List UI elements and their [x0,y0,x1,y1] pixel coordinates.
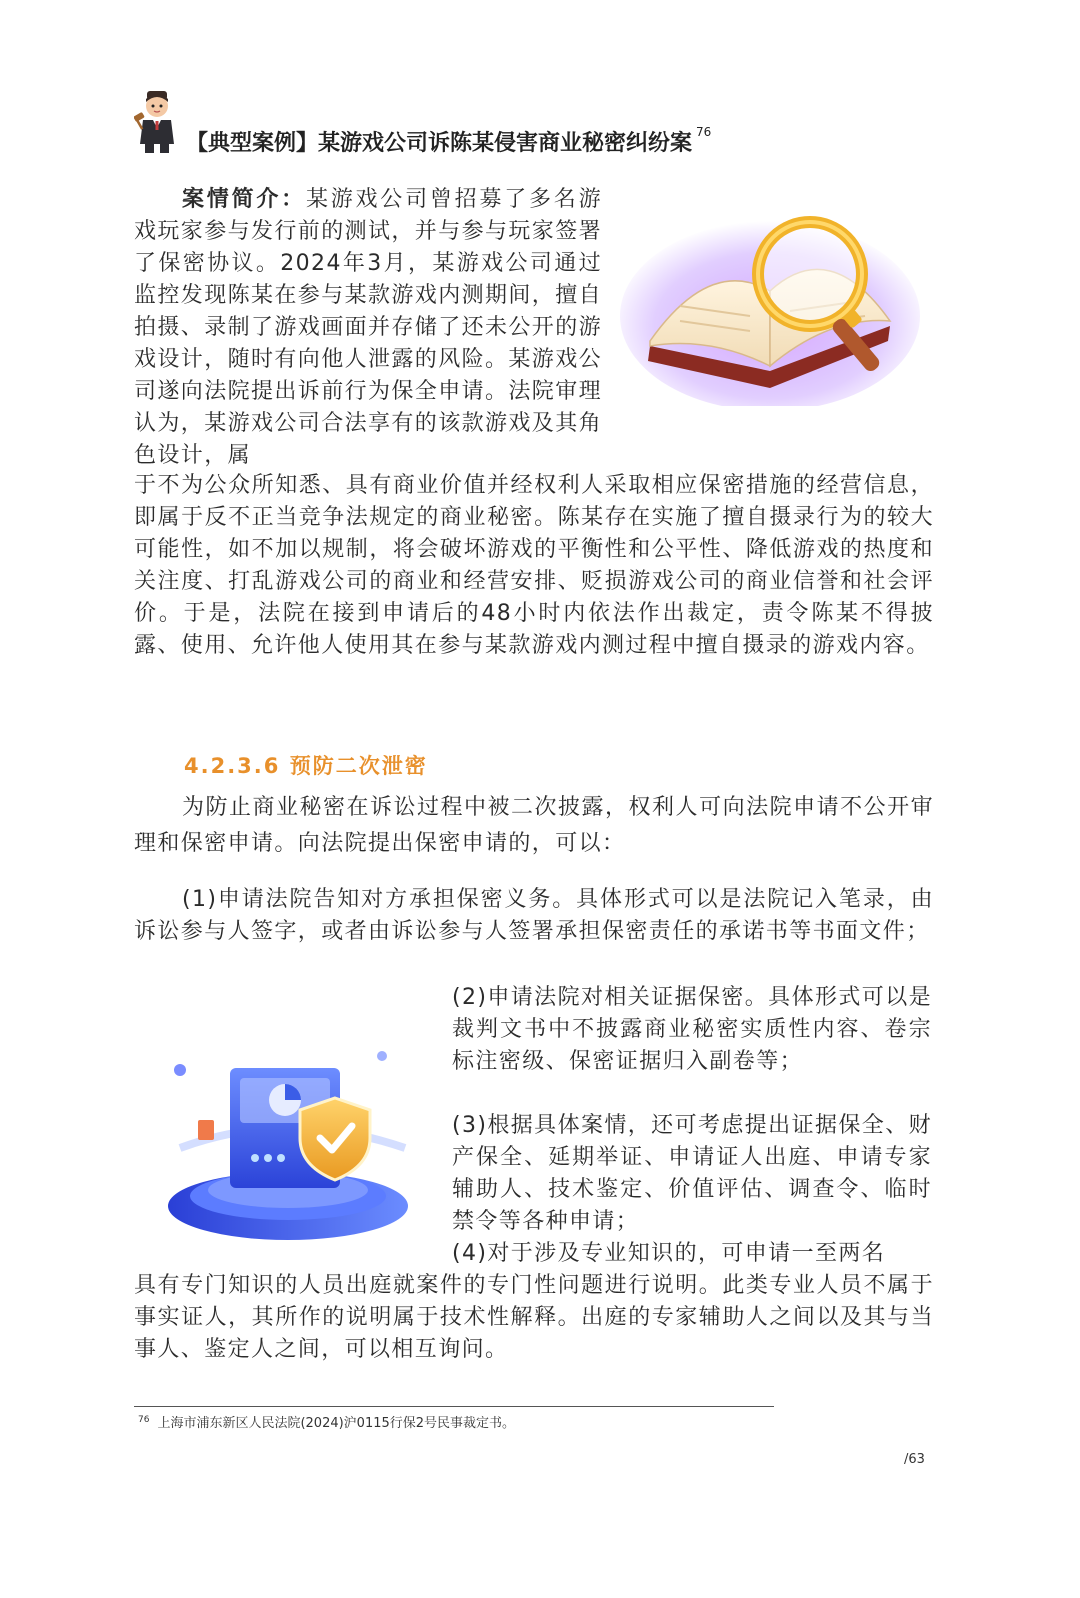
list-item-3: (3)根据具体案情，还可考虑提出证据保全、财产保全、延期举证、申请证人出庭、申请专家辅助人、技术鉴定、价值评估、调查令、临时禁令等各种申请； [452,1113,932,1234]
footnote-ref: 76 [696,124,712,139]
secure-server-illustration [160,1028,430,1248]
list-item-4-rest: 具有专门知识的人员出庭就案件的专门性问题进行说明。此类专业人员不属于事实证人，其所作的说明属于技术性解释。出庭的专家辅助人之间以及其与当事人、鉴定人之间，可以相互询问。 [134,1273,934,1362]
footnote-number: 76 [138,1414,150,1425]
page-number: /63 [904,1452,925,1467]
case-heading [186,126,966,157]
case-title-text: 【典型案例】某游戏公司诉陈某侵害商业秘密纠纷案 [186,131,693,156]
footnote [138,1412,515,1431]
list-item-1: (1)申请法院告知对方承担保密义务。具体形式可以是法院记入笔录，由诉讼参与人签字，或者由诉讼参与人签署承担保密责任的承诺书等书面文件； [134,887,934,944]
book-magnifier-illustration [620,196,920,406]
footnote-text: 上海市浦东新区人民法院(2024)沪0115行保2号民事裁定书。 [157,1416,516,1431]
list-item-2: (2)申请法院对相关证据保密。具体形式可以是裁判文书中不披露商业秘密实质性内容、卷宗标注密级、保密证据归入副卷等； [452,985,932,1074]
case-summary-part2: 于不为公众所知悉、具有商业价值并经权利人采取相应保密措施的经营信息，即属于反不正当竞争法规定的商业秘密。陈某存在实施了擅自摄录行为的较大可能性，如不加以规制，将会破坏游戏的平衡性和公平性、降低游戏的热度和关注度、打乱游戏公司的商业和经营安排、贬损游戏公司的商业信誉和社会评价。于是，法院在接到申请后的48小时内依法作出裁定，责令陈某不得披露、使用、允许他人使用其在参与某款游戏内测过程中擅自摄录的游戏内容。 [134,473,934,658]
case-summary-lead: 案情简介： [182,187,306,212]
section-title: 4.2.3.6 预防二次泄密 [184,754,428,778]
judge-icon [134,90,180,154]
case-summary-part1 [134,184,602,472]
case-summary-text-1: 某游戏公司曾招募了多名游戏玩家参与发行前的测试，并与参与玩家签署了保密协议。2024年3月，某游戏公司通过监控发现陈某在参与某款游戏内测期间，擅自拍摄、录制了游戏画面并存储了还未公开的游戏设计，随时有向他人泄露的风险。某游戏公司遂向法院提出诉前行为保全申请。法院审理认为，某游戏公司合法享有的该款游戏及其角色设计，属 [134,187,603,468]
footnote-divider [134,1406,774,1407]
section-intro: 为防止商业秘密在诉讼过程中被二次披露，权利人可向法院申请不公开审理和保密申请。向法院提出保密申请的，可以： [134,795,934,856]
list-item-4-line1: (4)对于涉及专业知识的，可申请一至两名 [452,1241,886,1266]
